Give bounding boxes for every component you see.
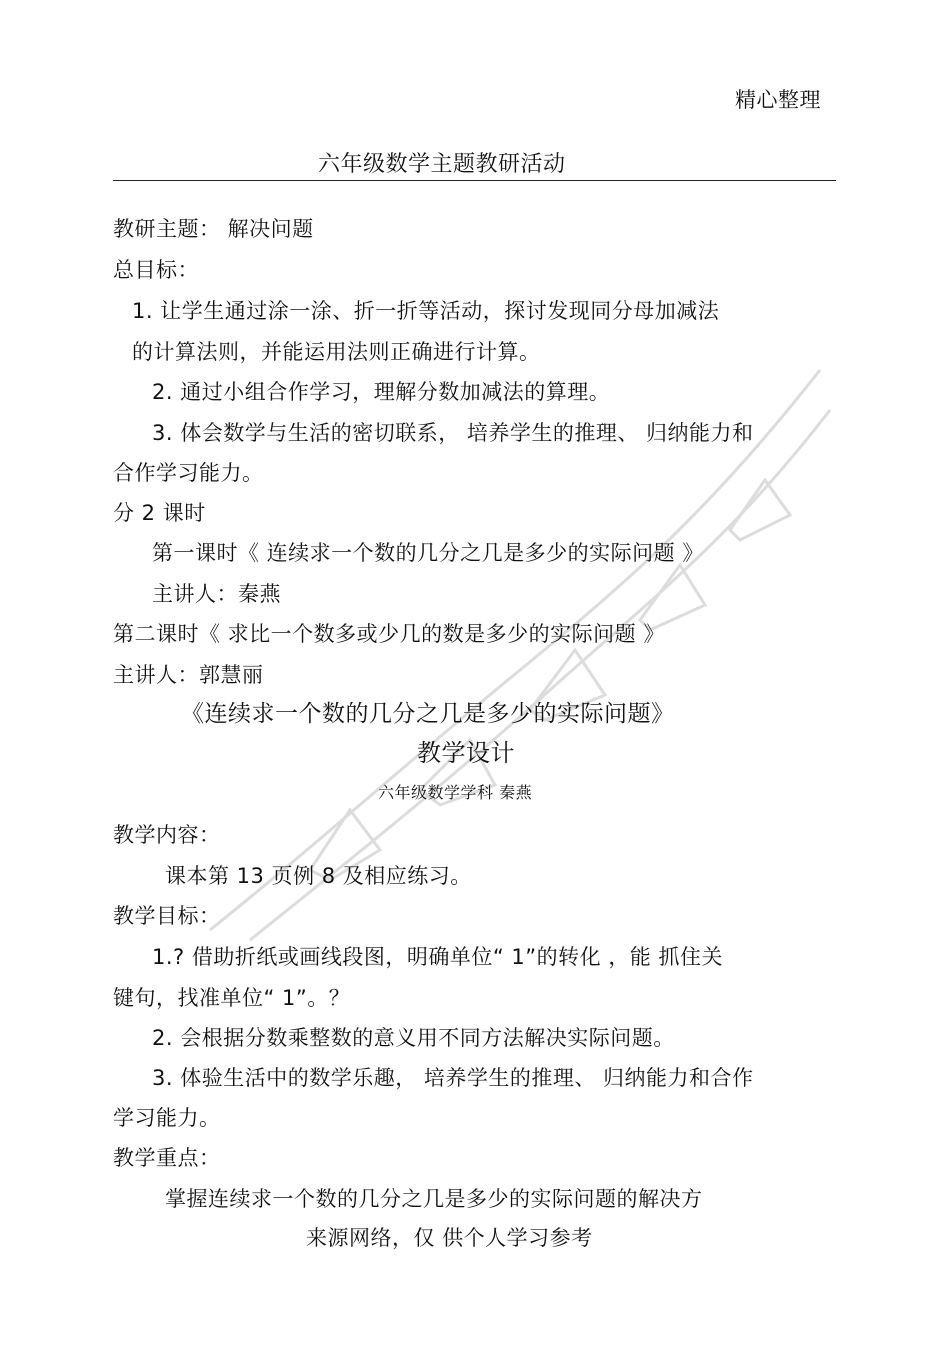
text-line: 总目标：: [113, 258, 199, 282]
lesson-title: 《连续求一个数的几分之几是多少的实际问题》: [181, 701, 675, 727]
title-rule: [113, 180, 836, 181]
corner-label: 精心整理: [735, 88, 821, 112]
doc-title: 六年级数学主题教研活动: [318, 152, 566, 177]
text-line: 学习能力。: [113, 1106, 221, 1130]
author-line: 六年级数学学科 秦燕: [378, 783, 533, 802]
text-line: 主讲人：秦燕: [152, 582, 281, 606]
text-line: 1.? 借助折纸或画线段图，明确单位“ 1”的转化 ，能 抓住关: [152, 945, 724, 969]
text-line: 2. 会根据分数乘整数的意义用不同方法解决实际问题。: [152, 1026, 675, 1050]
text-line: 3. 体会数学与生活的密切联系， 培养学生的推理、 归纳能力和: [152, 421, 754, 445]
text-line: 合作学习能力。: [113, 461, 264, 485]
text-line: 第二课时《 求比一个数多或少几的数是多少的实际问题 》: [113, 622, 665, 646]
text-line: 键句，找准单位“ 1”。？: [113, 986, 351, 1010]
text-line: 课本第 13 页例 8 及相应练习。: [165, 864, 472, 888]
text-line: 1. 让学生通过涂一涂、折一折等活动，探讨发现同分母加减法: [132, 299, 720, 323]
text-line: 第一课时《 连续求一个数的几分之几是多少的实际问题 》: [152, 541, 704, 565]
text-line: 的计算法则，并能运用法则正确进行计算。: [132, 340, 541, 364]
text-line: 掌握连续求一个数的几分之几是多少的实际问题的解决方: [165, 1187, 703, 1211]
text-line: 主讲人：郭慧丽: [113, 663, 264, 687]
text-line: 3. 体验生活中的数学乐趣， 培养学生的推理、 归纳能力和合作: [152, 1066, 754, 1090]
text-line: 分 2 课时: [113, 501, 206, 525]
text-line: 教学内容：: [113, 823, 221, 847]
text-line: 教学重点：: [113, 1146, 221, 1170]
footer-note: 来源网络，仅 供个人学习参考: [306, 1226, 593, 1250]
text-line: 教学目标：: [113, 904, 221, 928]
text-line: 2. 通过小组合作学习，理解分数加减法的算理。: [152, 380, 611, 404]
design-title: 教学设计: [417, 739, 515, 767]
text-line: 教研主题： 解决问题: [113, 217, 314, 241]
